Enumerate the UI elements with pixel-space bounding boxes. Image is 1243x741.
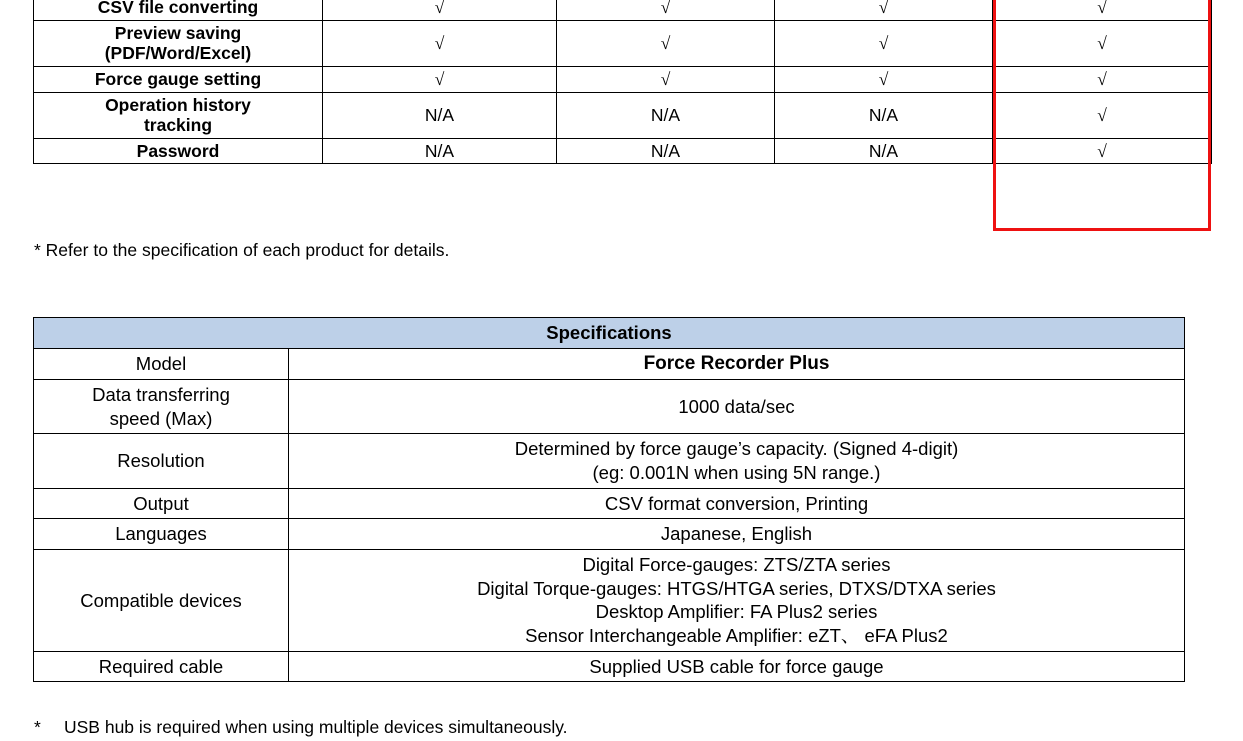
cell-value: N/A	[775, 138, 993, 164]
table-row	[34, 138, 1212, 164]
specifications-table	[33, 317, 1185, 682]
spec-value: Japanese, English	[289, 519, 1185, 550]
spec-label: Required cable	[34, 651, 289, 682]
footnote-text: USB hub is required when using multiple devices simultaneously.	[64, 717, 568, 737]
cell-value: N/A	[557, 92, 775, 138]
spec-label: Languages	[34, 519, 289, 550]
spec-label: Output	[34, 488, 289, 519]
row-label: Operation history tracking	[34, 92, 323, 138]
cell-value: N/A	[775, 92, 993, 138]
cell-value: N/A	[557, 138, 775, 164]
table-row	[34, 0, 1212, 20]
table-row	[34, 348, 1185, 379]
table-row	[34, 550, 1185, 652]
table-row	[34, 651, 1185, 682]
cell-value: √	[993, 138, 1212, 164]
row-label: Force gauge setting	[34, 66, 323, 92]
spec-table-title: Specifications	[34, 318, 1185, 349]
row-label: Preview saving (PDF/Word/Excel)	[34, 20, 323, 66]
spec-value: Determined by force gauge’s capacity. (Signed 4-digit) (eg: 0.001N when using 5N range.)	[289, 434, 1185, 488]
table-row	[34, 434, 1185, 488]
cell-value: √	[323, 20, 557, 66]
spec-value: CSV format conversion, Printing	[289, 488, 1185, 519]
spec-value: Digital Force-gauges: ZTS/ZTA series Digital Torque-gauges: HTGS/HTGA series, DTXS/DTXA series Desktop Amplifier: FA Plus2 series Sensor Interchangeable Amplifier: eZT、 eFA Plus2	[289, 550, 1185, 652]
cell-value: √	[323, 66, 557, 92]
cell-value: √	[775, 20, 993, 66]
cell-value: √	[557, 20, 775, 66]
spec-label: Compatible devices	[34, 550, 289, 652]
table-row	[34, 379, 1185, 433]
spec-title-row	[34, 318, 1185, 349]
cell-value: √	[323, 0, 557, 20]
spec-value: 1000 data/sec	[289, 379, 1185, 433]
feature-comparison-table	[33, 0, 1211, 164]
table-row	[34, 519, 1185, 550]
cell-value: √	[993, 20, 1212, 66]
row-label: CSV file converting	[34, 0, 323, 20]
table-row	[34, 92, 1212, 138]
cell-value: √	[993, 66, 1212, 92]
cell-value: √	[557, 0, 775, 20]
cell-value: √	[557, 66, 775, 92]
footnote-usb-hub	[34, 717, 568, 738]
spec-label: Model	[34, 348, 289, 379]
cell-value: √	[993, 0, 1212, 20]
table-row	[34, 20, 1212, 66]
cell-value: N/A	[323, 92, 557, 138]
table-row	[34, 66, 1212, 92]
table-row	[34, 488, 1185, 519]
footnote-marker: *	[34, 717, 41, 737]
cell-value: √	[993, 92, 1212, 138]
row-label: Password	[34, 138, 323, 164]
spec-value: Supplied USB cable for force gauge	[289, 651, 1185, 682]
spec-label: Data transferring speed (Max)	[34, 379, 289, 433]
feature-table	[33, 0, 1212, 164]
spec-value: Force Recorder Plus	[289, 348, 1185, 379]
cell-value: √	[775, 66, 993, 92]
cell-value: √	[775, 0, 993, 20]
footnote-products: * Refer to the specification of each product for details.	[34, 240, 450, 260]
cell-value: N/A	[323, 138, 557, 164]
spec-label: Resolution	[34, 434, 289, 488]
